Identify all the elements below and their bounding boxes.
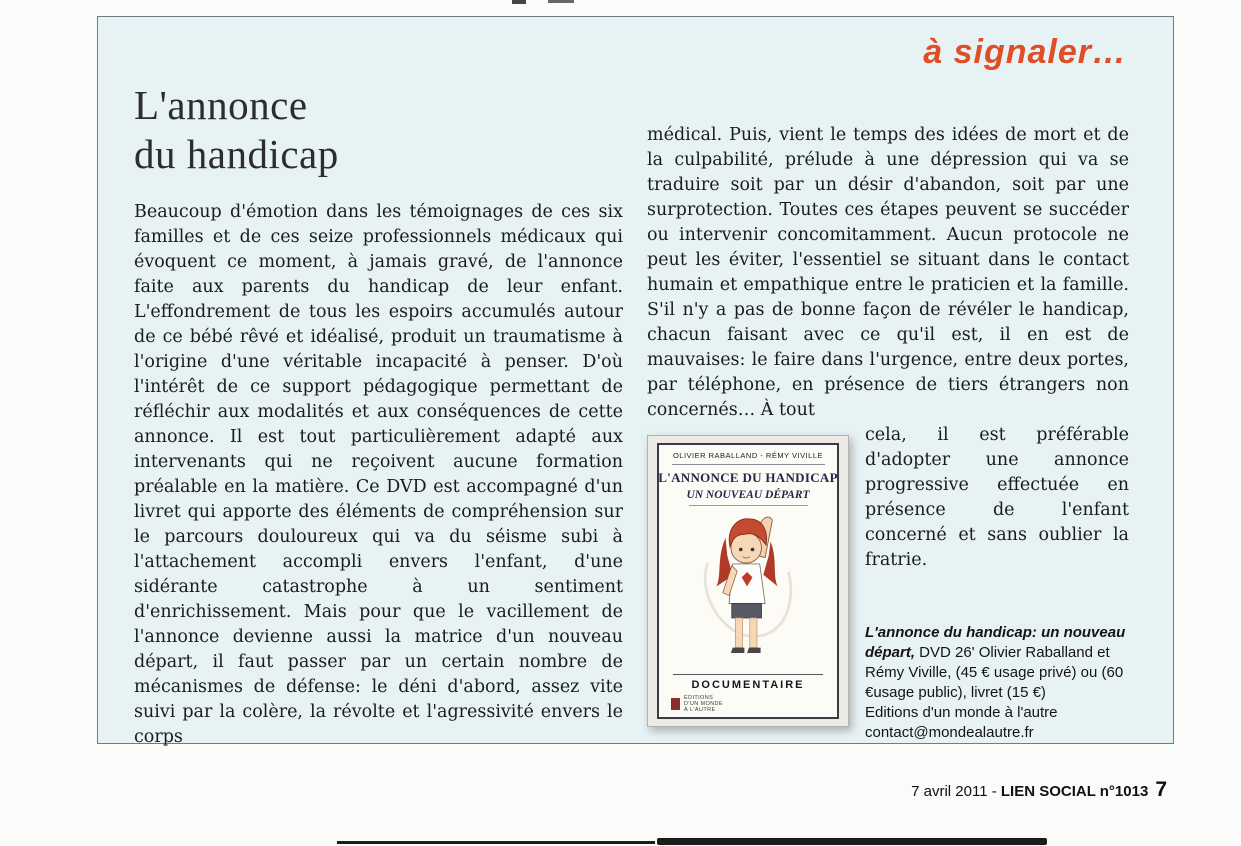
scan-artifact xyxy=(657,838,1047,845)
caption-publisher: Editions d'un monde à l'autre xyxy=(865,704,1058,721)
title-line-2: du handicap xyxy=(134,131,339,177)
page-number: 7 xyxy=(1155,778,1167,801)
dvd-subtitle: UN NOUVEAU DÉPART xyxy=(686,489,810,501)
dvd-genre: DOCUMENTAIRE xyxy=(673,674,823,691)
body-paragraph-right: médical. Puis, vient le temps des idées de mort et de la culpabilité, prélude à une dépression qui va se traduire soit par un désir d'abandon, soit par une surprotection. Toutes ces étapes peuvent se succéder ou intervenir concomitamment. Aucun protocole ne peut les éviter, l'essentiel se situant dans le contact humain et empathique entre le praticien et la famille. S'il n'y a pas de bonne façon de révéler le handicap, chacun faisant avec ce qu'il est, il en est de mauvaises: le faire dans l'urgence, entre deux portes, par téléphone, en présence de tiers étrangers non concernés… À tout xyxy=(647,125,1129,420)
publisher-line: À L'AUTRE xyxy=(684,707,716,713)
dvd-publisher-block xyxy=(671,695,723,713)
caption-email: contact@mondealautre.fr xyxy=(865,724,1034,741)
publisher-text xyxy=(684,695,723,713)
publisher-line: D'UN MONDE xyxy=(684,701,723,707)
scan-artifact xyxy=(337,841,655,844)
dvd-title: L'ANNONCE DU HANDICAP xyxy=(658,470,838,485)
body-paragraph-wrap: cela, il est préférable d'adopter une annonce progressive effectuée en présence de l'enfant concerné et sans oublier la fratrie. xyxy=(865,425,1129,570)
caption-title: L'annonce du handicap: un nouveau départ, xyxy=(865,624,1126,661)
dvd-rule xyxy=(672,464,825,465)
title-line-1: L'annonce xyxy=(134,82,308,128)
girl-illustration-icon xyxy=(689,509,807,671)
body-paragraph-left: Beaucoup d'émotion dans les témoignages de ces six familles et de ces seize professionnels médicaux qui évoquent ce moment, à jamais gravé, de l'annonce faite aux parents du handicap de leur enfant. L'effondrement de tous les espoirs accumulés autour de ce bébé rêvé et idéalisé, produit un traumatisme à l'origine d'une véritable incapacité à penser. D'où l'intérêt de ce support pédagogique permettant de réfléchir aux modalités et aux conséquences de cette annonce. Il est tout particulièrement adapté aux intervenants qui ne reçoivent aucune formation préalable en la matière. Ce DVD est accompagné d'un livret qui apporte des éléments de compréhension sur le parcours douloureux qui va du séisme subi à l'attachement accompli envers l'enfant, d'une sidérante catastrophe à un sentiment d'enrichissement. Mais pour que le vacillement de l'annonce devienne aussi la matrice d'un nouveau départ, il faut passer par un certain nombre de mécanismes de défense: le déni d'abord, assez vite suivi par la colère, la révolte et l'agressivité envers le corps xyxy=(134,202,623,747)
footer-journal: LIEN SOCIAL n°1013 xyxy=(1000,783,1149,800)
dvd-cover-inner xyxy=(657,443,839,719)
caption-details: DVD 26' Olivier Raballand et Rémy Viville, (45 € usage privé) ou (60 €usage public), livret (15 €) xyxy=(865,644,1124,701)
scan-artifact xyxy=(512,0,526,4)
right-column xyxy=(647,123,1129,743)
section-tag: à signaler… xyxy=(923,33,1127,71)
publisher-logo-icon xyxy=(671,698,680,710)
publisher-line: ÉDITIONS xyxy=(684,695,714,701)
scan-artifact xyxy=(548,0,574,3)
left-column xyxy=(134,200,623,750)
dvd-cover xyxy=(647,435,849,727)
dvd-authors: OLIVIER RABALLAND - RÉMY VIVILLE xyxy=(672,451,824,460)
article-panel xyxy=(97,16,1174,747)
dvd-illustration-area xyxy=(663,506,833,674)
figure-and-wrap-block xyxy=(647,423,1129,743)
page-footer xyxy=(911,778,1167,802)
footer-date: 7 avril 2011 - xyxy=(911,783,1001,800)
article-title xyxy=(134,81,339,179)
